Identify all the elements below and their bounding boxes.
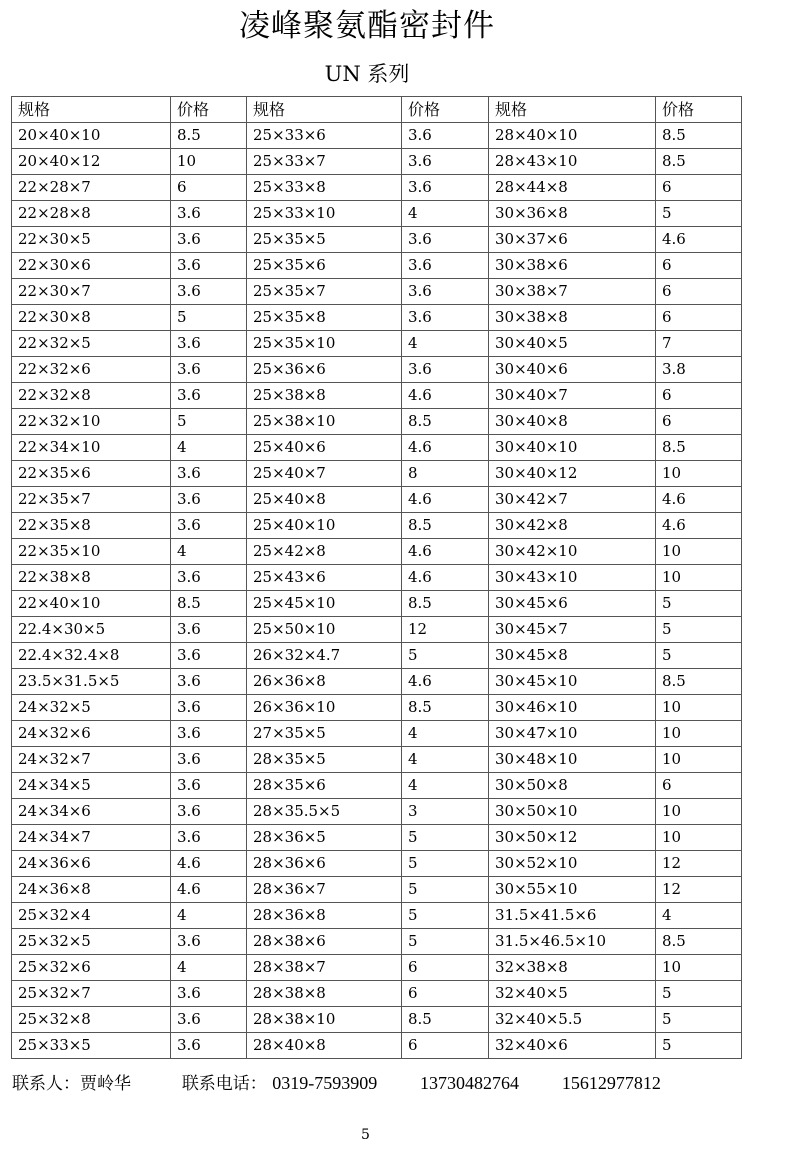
spec-cell: 22×32×5: [12, 331, 171, 357]
spec-cell: 20×40×12: [12, 149, 171, 175]
spec-cell: 30×40×8: [489, 409, 656, 435]
price-cell: 10: [656, 955, 742, 981]
price-cell: 3.6: [171, 721, 247, 747]
price-cell: 8.5: [171, 123, 247, 149]
spec-cell: 25×32×5: [12, 929, 171, 955]
spec-cell: 25×43×6: [247, 565, 402, 591]
spec-cell: 25×33×7: [247, 149, 402, 175]
table-row: [12, 331, 742, 357]
price-cell: 4: [171, 903, 247, 929]
price-cell: 3.6: [171, 357, 247, 383]
price-cell: 5: [402, 643, 489, 669]
price-cell: 5: [656, 201, 742, 227]
spec-cell: 30×52×10: [489, 851, 656, 877]
table-row: [12, 487, 742, 513]
price-cell: 10: [656, 825, 742, 851]
price-cell: 10: [656, 799, 742, 825]
spec-cell: 25×33×8: [247, 175, 402, 201]
spec-cell: 30×40×5: [489, 331, 656, 357]
spec-cell: 25×38×8: [247, 383, 402, 409]
price-cell: 3.6: [171, 1007, 247, 1033]
price-cell: 8.5: [171, 591, 247, 617]
spec-cell: 30×38×6: [489, 253, 656, 279]
spec-cell: 22×38×8: [12, 565, 171, 591]
spec-cell: 25×35×7: [247, 279, 402, 305]
price-cell: 4.6: [656, 513, 742, 539]
spec-cell: 25×33×10: [247, 201, 402, 227]
spec-cell: 25×35×10: [247, 331, 402, 357]
price-cell: 4.6: [171, 851, 247, 877]
spec-cell: 30×42×7: [489, 487, 656, 513]
table-row: [12, 227, 742, 253]
price-cell: 4: [402, 747, 489, 773]
price-cell: 8.5: [656, 435, 742, 461]
spec-cell: 30×47×10: [489, 721, 656, 747]
table-row: [12, 1033, 742, 1059]
spec-cell: 26×36×10: [247, 695, 402, 721]
table-row: [12, 435, 742, 461]
table-row: [12, 981, 742, 1007]
price-cell: 5: [656, 1033, 742, 1059]
spec-cell: 25×40×8: [247, 487, 402, 513]
spec-cell: 22×28×8: [12, 201, 171, 227]
spec-cell: 32×40×5: [489, 981, 656, 1007]
table-body: [12, 123, 742, 1059]
price-cell: 6: [656, 409, 742, 435]
table-row: [12, 513, 742, 539]
price-cell: 3.6: [402, 227, 489, 253]
spec-cell: 25×40×6: [247, 435, 402, 461]
table-row: [12, 305, 742, 331]
spec-cell: 30×50×8: [489, 773, 656, 799]
table-row: [12, 851, 742, 877]
spec-cell: 30×48×10: [489, 747, 656, 773]
price-cell: 8.5: [402, 1007, 489, 1033]
spec-cell: 28×38×6: [247, 929, 402, 955]
price-cell: 6: [656, 253, 742, 279]
contact-footer: [12, 1071, 661, 1096]
price-cell: 3.6: [402, 279, 489, 305]
phone-label: 联系电话：: [181, 1074, 267, 1094]
spec-cell: 25×35×6: [247, 253, 402, 279]
table-row: [12, 201, 742, 227]
price-cell: 3.6: [402, 357, 489, 383]
price-cell: 5: [402, 877, 489, 903]
price-cell: 12: [656, 877, 742, 903]
price-cell: 6: [656, 305, 742, 331]
price-cell: 8.5: [656, 149, 742, 175]
price-cell: 3.6: [171, 929, 247, 955]
spec-cell: 28×38×7: [247, 955, 402, 981]
spec-cell: 30×38×7: [489, 279, 656, 305]
table-row: [12, 669, 742, 695]
price-cell: 3.6: [402, 123, 489, 149]
price-cell: 10: [656, 461, 742, 487]
price-cell: 5: [656, 591, 742, 617]
spec-cell: 30×40×12: [489, 461, 656, 487]
spec-cell: 25×50×10: [247, 617, 402, 643]
price-cell: 4: [402, 201, 489, 227]
price-cell: 5: [656, 617, 742, 643]
spec-cell: 22×32×6: [12, 357, 171, 383]
spec-cell: 28×36×7: [247, 877, 402, 903]
spec-cell: 25×40×10: [247, 513, 402, 539]
price-cell: 10: [171, 149, 247, 175]
price-cell: 3.6: [171, 227, 247, 253]
table-row: [12, 175, 742, 201]
price-cell: 3.6: [171, 643, 247, 669]
price-cell: 4: [402, 773, 489, 799]
spec-cell: 28×36×5: [247, 825, 402, 851]
price-cell: 6: [402, 1033, 489, 1059]
price-cell: 4.6: [402, 487, 489, 513]
price-cell: 10: [656, 747, 742, 773]
price-cell: 12: [402, 617, 489, 643]
spec-cell: 25×33×5: [12, 1033, 171, 1059]
price-cell: 3.6: [171, 825, 247, 851]
price-cell: 3.8: [656, 357, 742, 383]
price-cell: 4.6: [402, 539, 489, 565]
price-cell: 8.5: [402, 695, 489, 721]
table-row: [12, 539, 742, 565]
spec-cell: 24×32×5: [12, 695, 171, 721]
price-cell: 3.6: [171, 747, 247, 773]
spec-cell: 25×38×10: [247, 409, 402, 435]
spec-cell: 22×35×7: [12, 487, 171, 513]
spec-cell: 25×45×10: [247, 591, 402, 617]
price-cell: 3.6: [171, 565, 247, 591]
spec-cell: 25×32×7: [12, 981, 171, 1007]
spec-cell: 24×32×6: [12, 721, 171, 747]
price-cell: 10: [656, 721, 742, 747]
price-cell: 4: [402, 331, 489, 357]
price-cell: 3.6: [171, 695, 247, 721]
price-cell: 5: [402, 825, 489, 851]
table-row: [12, 825, 742, 851]
price-cell: 8: [402, 461, 489, 487]
price-cell: 4.6: [402, 383, 489, 409]
price-cell: 3.6: [402, 305, 489, 331]
price-cell: 4.6: [402, 435, 489, 461]
price-cell: 6: [171, 175, 247, 201]
series-subtitle: UN 系列: [324, 62, 410, 86]
price-cell: 4: [171, 955, 247, 981]
column-header-price: 价格: [402, 97, 489, 123]
spec-cell: 22×30×8: [12, 305, 171, 331]
spec-cell: 30×46×10: [489, 695, 656, 721]
spec-cell: 30×45×10: [489, 669, 656, 695]
price-cell: 8.5: [656, 123, 742, 149]
spec-cell: 30×40×10: [489, 435, 656, 461]
price-cell: 5: [656, 643, 742, 669]
table-row: [12, 279, 742, 305]
spec-cell: 25×32×4: [12, 903, 171, 929]
page-number: 5: [361, 1127, 370, 1143]
document-title: 凌峰聚氨酯密封件: [239, 8, 495, 44]
spec-cell: 30×36×8: [489, 201, 656, 227]
price-cell: 5: [402, 851, 489, 877]
spec-cell: 30×45×6: [489, 591, 656, 617]
table-row: [12, 955, 742, 981]
spec-cell: 25×36×6: [247, 357, 402, 383]
price-cell: 3.6: [171, 331, 247, 357]
price-cell: 8.5: [656, 669, 742, 695]
price-cell: 3.6: [171, 513, 247, 539]
spec-cell: 24×36×8: [12, 877, 171, 903]
table-row: [12, 747, 742, 773]
spec-cell: 30×45×7: [489, 617, 656, 643]
spec-cell: 30×40×6: [489, 357, 656, 383]
table-row: [12, 123, 742, 149]
contact-person: 联系人：贾岭华: [12, 1074, 131, 1094]
spec-cell: 22×35×6: [12, 461, 171, 487]
spec-cell: 22×35×8: [12, 513, 171, 539]
price-cell: 5: [656, 981, 742, 1007]
spec-cell: 25×35×8: [247, 305, 402, 331]
price-cell: 5: [656, 1007, 742, 1033]
table-row: [12, 929, 742, 955]
table-row: [12, 773, 742, 799]
price-cell: 3.6: [171, 981, 247, 1007]
price-cell: 6: [656, 175, 742, 201]
price-cell: 3.6: [402, 149, 489, 175]
price-cell: 3.6: [171, 669, 247, 695]
price-cell: 3.6: [171, 253, 247, 279]
spec-cell: 28×44×8: [489, 175, 656, 201]
price-cell: 4.6: [656, 487, 742, 513]
price-cell: 3.6: [171, 201, 247, 227]
spec-cell: 32×40×6: [489, 1033, 656, 1059]
table-row: [12, 877, 742, 903]
price-cell: 12: [656, 851, 742, 877]
spec-cell: 22×32×8: [12, 383, 171, 409]
spec-cell: 24×34×6: [12, 799, 171, 825]
spec-cell: 25×32×6: [12, 955, 171, 981]
price-cell: 8.5: [402, 513, 489, 539]
table-row: [12, 565, 742, 591]
column-header-spec: 规格: [12, 97, 171, 123]
phone-number-2: 13730482764: [420, 1073, 520, 1093]
price-cell: 8.5: [402, 409, 489, 435]
spec-cell: 22×32×10: [12, 409, 171, 435]
price-cell: 4.6: [402, 669, 489, 695]
table-row: [12, 643, 742, 669]
spec-cell: 22×28×7: [12, 175, 171, 201]
spec-cell: 28×40×8: [247, 1033, 402, 1059]
spec-cell: 22.4×32.4×8: [12, 643, 171, 669]
table-row: [12, 721, 742, 747]
table-row: [12, 591, 742, 617]
spec-cell: 28×40×10: [489, 123, 656, 149]
spec-cell: 22×30×6: [12, 253, 171, 279]
table-header-row: [12, 97, 742, 123]
price-cell: 8.5: [402, 591, 489, 617]
spec-cell: 28×35.5×5: [247, 799, 402, 825]
price-cell: 7: [656, 331, 742, 357]
price-cell: 6: [656, 279, 742, 305]
spec-cell: 27×35×5: [247, 721, 402, 747]
spec-cell: 28×36×8: [247, 903, 402, 929]
column-header-price: 价格: [656, 97, 742, 123]
spec-cell: 28×43×10: [489, 149, 656, 175]
spec-cell: 30×40×7: [489, 383, 656, 409]
spec-cell: 25×42×8: [247, 539, 402, 565]
price-cell: 5: [402, 903, 489, 929]
spec-cell: 22×34×10: [12, 435, 171, 461]
table-row: [12, 383, 742, 409]
spec-cell: 28×35×6: [247, 773, 402, 799]
price-cell: 3.6: [171, 279, 247, 305]
spec-cell: 30×42×10: [489, 539, 656, 565]
price-cell: 3.6: [402, 175, 489, 201]
price-cell: 3.6: [171, 1033, 247, 1059]
table-row: [12, 253, 742, 279]
price-cell: 3.6: [171, 617, 247, 643]
price-cell: 3.6: [171, 487, 247, 513]
price-cell: 4.6: [402, 565, 489, 591]
phone-number-3: 15612977812: [561, 1073, 661, 1093]
price-cell: 4: [171, 435, 247, 461]
spec-cell: 30×50×12: [489, 825, 656, 851]
spec-cell: 25×33×6: [247, 123, 402, 149]
phone-number-1: 0319-7593909: [272, 1073, 378, 1093]
spec-cell: 23.5×31.5×5: [12, 669, 171, 695]
spec-cell: 30×50×10: [489, 799, 656, 825]
spec-cell: 28×35×5: [247, 747, 402, 773]
price-cell: 6: [656, 773, 742, 799]
column-header-price: 价格: [171, 97, 247, 123]
spec-cell: 25×40×7: [247, 461, 402, 487]
spec-cell: 32×38×8: [489, 955, 656, 981]
spec-cell: 31.5×46.5×10: [489, 929, 656, 955]
spec-cell: 22×35×10: [12, 539, 171, 565]
table-row: [12, 617, 742, 643]
spec-cell: 24×34×5: [12, 773, 171, 799]
price-cell: 4: [171, 539, 247, 565]
column-header-spec: 规格: [489, 97, 656, 123]
price-cell: 3.6: [171, 773, 247, 799]
spec-cell: 28×38×10: [247, 1007, 402, 1033]
price-cell: 4.6: [171, 877, 247, 903]
table-row: [12, 461, 742, 487]
price-cell: 10: [656, 695, 742, 721]
spec-cell: 20×40×10: [12, 123, 171, 149]
spec-cell: 26×36×8: [247, 669, 402, 695]
price-cell: 5: [402, 929, 489, 955]
spec-cell: 30×42×8: [489, 513, 656, 539]
price-cell: 4: [402, 721, 489, 747]
spec-cell: 32×40×5.5: [489, 1007, 656, 1033]
price-cell: 10: [656, 539, 742, 565]
spec-cell: 30×55×10: [489, 877, 656, 903]
spec-cell: 24×32×7: [12, 747, 171, 773]
table-row: [12, 1007, 742, 1033]
price-cell: 4: [656, 903, 742, 929]
table-row: [12, 149, 742, 175]
spec-cell: 30×37×6: [489, 227, 656, 253]
price-cell: 5: [171, 305, 247, 331]
table-row: [12, 409, 742, 435]
price-cell: 4.6: [656, 227, 742, 253]
table-row: [12, 695, 742, 721]
price-cell: 3.6: [402, 253, 489, 279]
spec-cell: 24×34×7: [12, 825, 171, 851]
spec-cell: 25×32×8: [12, 1007, 171, 1033]
spec-cell: 31.5×41.5×6: [489, 903, 656, 929]
table-row: [12, 903, 742, 929]
price-cell: 8.5: [656, 929, 742, 955]
price-cell: 6: [656, 383, 742, 409]
spec-cell: 22.4×30×5: [12, 617, 171, 643]
price-cell: 6: [402, 955, 489, 981]
spec-cell: 22×40×10: [12, 591, 171, 617]
spec-cell: 24×36×6: [12, 851, 171, 877]
price-cell: 3: [402, 799, 489, 825]
price-cell: 3.6: [171, 383, 247, 409]
table-row: [12, 357, 742, 383]
spec-cell: 22×30×7: [12, 279, 171, 305]
spec-cell: 28×38×8: [247, 981, 402, 1007]
price-table: [11, 96, 742, 1059]
spec-cell: 30×45×8: [489, 643, 656, 669]
spec-cell: 30×38×8: [489, 305, 656, 331]
price-cell: 10: [656, 565, 742, 591]
spec-cell: 28×36×6: [247, 851, 402, 877]
price-cell: 6: [402, 981, 489, 1007]
price-cell: 3.6: [171, 799, 247, 825]
spec-cell: 26×32×4.7: [247, 643, 402, 669]
spec-cell: 25×35×5: [247, 227, 402, 253]
price-cell: 5: [171, 409, 247, 435]
price-cell: 3.6: [171, 461, 247, 487]
column-header-spec: 规格: [247, 97, 402, 123]
table-row: [12, 799, 742, 825]
spec-cell: 22×30×5: [12, 227, 171, 253]
spec-cell: 30×43×10: [489, 565, 656, 591]
